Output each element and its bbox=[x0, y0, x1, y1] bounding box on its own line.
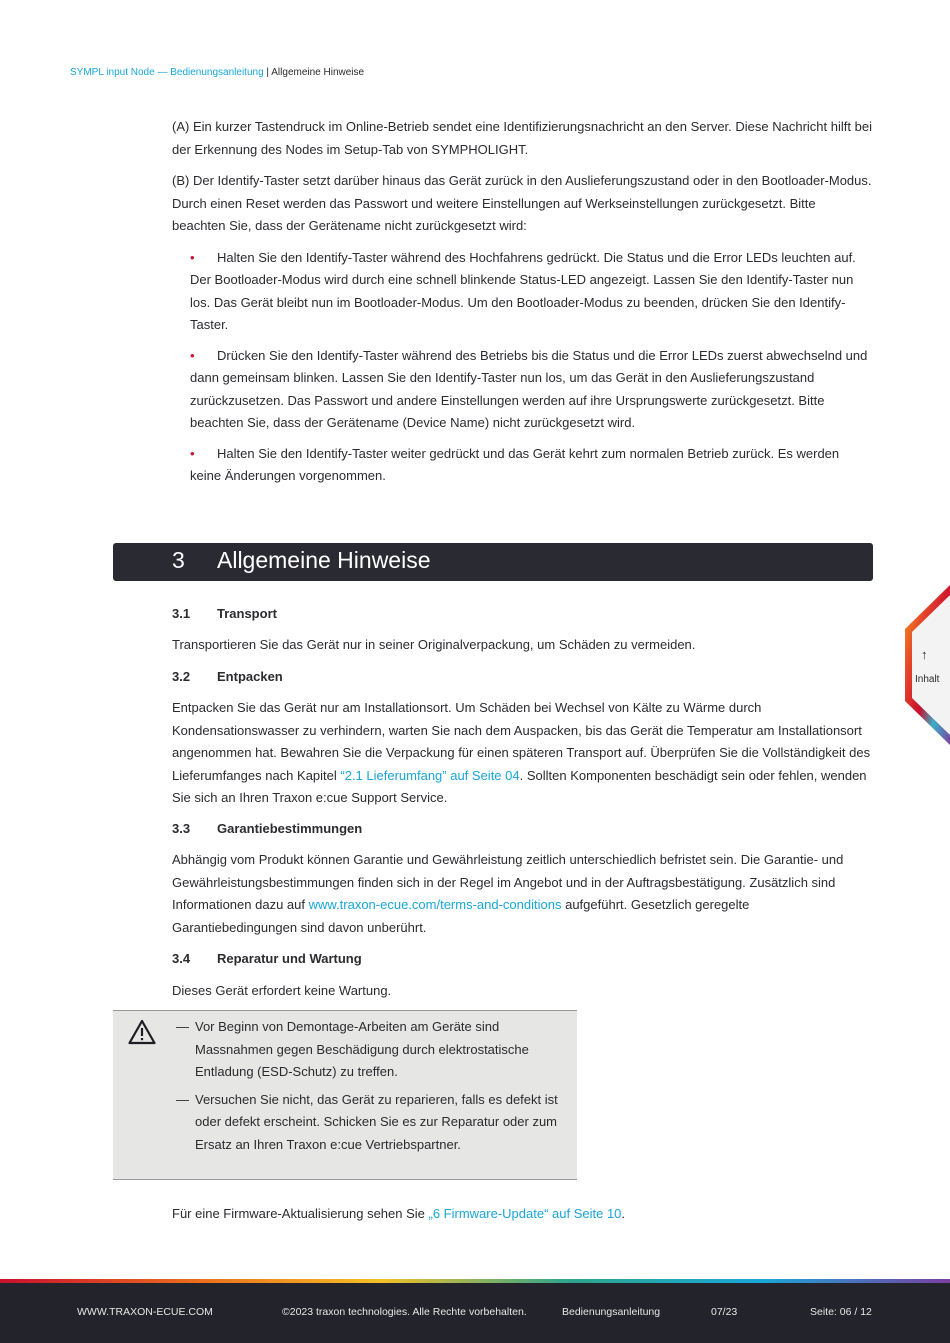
unpacking-text: Entpacken Sie das Gerät nur am Installationsort. Um Schäden bei Wechsel von Kälte zu Wärme durch Kondensationswasser zu verhindern, warten Sie nach dem Auspacken, bis das Gerät die Temperatur am Installationsort angenommen hat. Bewahren Sie die Verpackung für einen späteren Transport auf. Überprüfen Sie die Vollständigkeit des Lieferumfanges nach Kapitel bbox=[172, 700, 871, 783]
section-heading-bar bbox=[113, 543, 873, 581]
unpacking-paragraph bbox=[172, 697, 872, 810]
header-separator: | bbox=[263, 67, 272, 78]
maintenance-paragraph: Dieses Gerät erfordert keine Wartung. bbox=[172, 983, 392, 998]
subsection-heading-3-2 bbox=[172, 669, 283, 684]
reset-bullet-list bbox=[190, 247, 872, 488]
paragraph-b bbox=[172, 170, 872, 238]
bullet-text: Drücken Sie den Identify-Taster während des Betriebs bis die Status und die Error LEDs zuerst abwechselnd und dann gemeinsam blinken. Lassen Sie den Identify-Taster nun los, um das Gerät in den Auslieferungszustand zurückzusetzen. Das Passwort und andere Einstellungen werden auf ihre Ursprungswerte zurückgesetzt. Bitte beachten Sie, dass der Gerätename (Device Name) nicht zurückgesetzt wird. bbox=[190, 347, 868, 430]
footer-doc-type: Bedienungsanleitung bbox=[562, 1306, 661, 1318]
unpacking-text-end: . Sollten Komponenten beschädigt sein oder fehlen, wenden Sie sich an Ihren Traxon e:cue Support Service. bbox=[172, 767, 867, 805]
warning-text: Vor Beginn von Demontage-Arbeiten am Geräte sind Massnahmen gegen Beschädigung durch elektrostatische Entladung (ESD-Schutz) zu treffen. bbox=[195, 1019, 529, 1079]
colorful-tab-icon bbox=[903, 585, 950, 745]
list-item bbox=[190, 345, 872, 435]
subsection-title: Garantiebestimmungen bbox=[217, 821, 363, 836]
footer-date: 07/23 bbox=[711, 1306, 738, 1318]
warranty-text-end: aufgeführt. Gesetzlich geregelte Garantiebedingungen sind davon unberührt. bbox=[172, 897, 750, 935]
subsection-title: Entpacken bbox=[217, 669, 283, 684]
intro-block bbox=[172, 116, 872, 496]
footer-copyright: ©2023 traxon technologies. Alle Rechte vorbehalten. bbox=[282, 1306, 527, 1318]
arrow-up-icon: ↑ bbox=[921, 647, 928, 662]
label-a: (A) bbox=[172, 119, 190, 134]
firmware-note bbox=[172, 1203, 872, 1226]
firmware-update-link[interactable]: „6 Firmware-Update“ auf Seite 10 bbox=[428, 1206, 622, 1221]
warning-box bbox=[113, 1010, 577, 1180]
table-of-contents-tab[interactable] bbox=[903, 585, 950, 745]
bullet-icon: • bbox=[190, 445, 195, 461]
firmware-text-end: . bbox=[621, 1206, 626, 1221]
text-a: Ein kurzer Tastendruck im Online-Betrieb sendet eine Identifizierungsnachricht an den Server. Diese Nachricht hilft bei der Erkennung des Nodes im Setup-Tab von SYMPHOLIGHT. bbox=[172, 119, 872, 157]
subsection-number: 3.3 bbox=[172, 821, 191, 836]
label-b: (B) bbox=[172, 173, 190, 188]
subsection-heading-3-1 bbox=[172, 606, 277, 621]
warning-icon bbox=[128, 1019, 156, 1045]
list-item bbox=[190, 443, 872, 488]
subsection-number: 3.4 bbox=[172, 951, 191, 966]
subsection-title: Transport bbox=[217, 606, 277, 621]
header-doc-title: SYMPL input Node — Bedienungsanleitung bbox=[70, 67, 264, 78]
warranty-paragraph bbox=[172, 849, 872, 939]
header-section: Allgemeine Hinweise bbox=[271, 67, 365, 78]
subsection-heading-3-4 bbox=[172, 951, 362, 966]
list-item bbox=[176, 1089, 571, 1157]
warning-text: Versuchen Sie nicht, das Gerät zu reparieren, falls es defekt ist oder defekt erscheint. Schicken Sie es zur Reparatur oder zum Ersatz an Ihren Traxon e:cue Vertriebspartner. bbox=[195, 1091, 558, 1152]
bullet-icon: • bbox=[190, 249, 195, 265]
transport-paragraph: Transportieren Sie das Gerät nur in seiner Originalverpackung, um Schäden zu vermeiden. bbox=[172, 637, 696, 652]
footer-website[interactable]: WWW.TRAXON-ECUE.COM bbox=[77, 1306, 213, 1318]
subsection-number: 3.2 bbox=[172, 669, 191, 684]
warranty-text: Abhängig vom Produkt können Garantie und Gewährleistung zeitlich unterschiedlich befristet sein. Die Garantie- und Gewährleistungsbestimmungen finden sich in der Regel im Angebot und in der Auftragsbestätigung. Zusätzlich sind Informationen dazu auf bbox=[172, 852, 844, 912]
section-title: Allgemeine Hinweise bbox=[217, 547, 431, 573]
warning-list bbox=[176, 1016, 571, 1161]
list-item bbox=[190, 247, 872, 337]
paragraph-a bbox=[172, 116, 872, 161]
running-header bbox=[70, 67, 364, 78]
text-b: Der Identify-Taster setzt darüber hinaus das Gerät zurück in den Auslieferungszustand oder in den Bootloader-Modus. Durch einen Reset werden das Passwort und weitere Einstellungen auf Werkseinstellungen zurückgesetzt. Bitte beachten Sie, dass der Gerätename nicht zurückgesetzt wird: bbox=[172, 173, 872, 233]
bullet-text: Halten Sie den Identify-Taster während des Hochfahrens gedrückt. Die Status und die Error LEDs leuchten auf. Der Bootloader-Modus wird durch eine schnell blinkende Status-LED angezeigt. Lassen Sie den Identify-Taster nun los. Das Gerät bleibt nun im Bootloader-Modus. Um den Bootloader-Modus zu beenden, drücken Sie den Identify-Taster. bbox=[190, 249, 856, 332]
footer-page-number: Seite: 06 / 12 bbox=[810, 1306, 872, 1318]
contents-label: Inhalt bbox=[915, 674, 940, 685]
bullet-icon: • bbox=[190, 347, 195, 363]
bullet-text: Halten Sie den Identify-Taster weiter gedrückt und das Gerät kehrt zum normalen Betrieb zurück. Es werden keine Änderungen vorgenommen. bbox=[190, 445, 840, 483]
subsection-heading-3-3 bbox=[172, 821, 362, 836]
subsection-number: 3.1 bbox=[172, 606, 191, 621]
dash-icon: — bbox=[176, 1019, 189, 1034]
terms-link[interactable]: www.traxon-ecue.com/terms-and-conditions bbox=[308, 897, 562, 912]
subsection-title: Reparatur und Wartung bbox=[217, 951, 362, 966]
list-item bbox=[176, 1016, 571, 1084]
delivery-scope-link[interactable]: “2.1 Lieferumfang” auf Seite 04 bbox=[340, 767, 520, 783]
section-number: 3 bbox=[172, 547, 185, 573]
page-footer bbox=[0, 1283, 950, 1343]
firmware-text: Für eine Firmware-Aktualisierung sehen Sie bbox=[172, 1206, 429, 1221]
dash-icon: — bbox=[176, 1091, 189, 1107]
